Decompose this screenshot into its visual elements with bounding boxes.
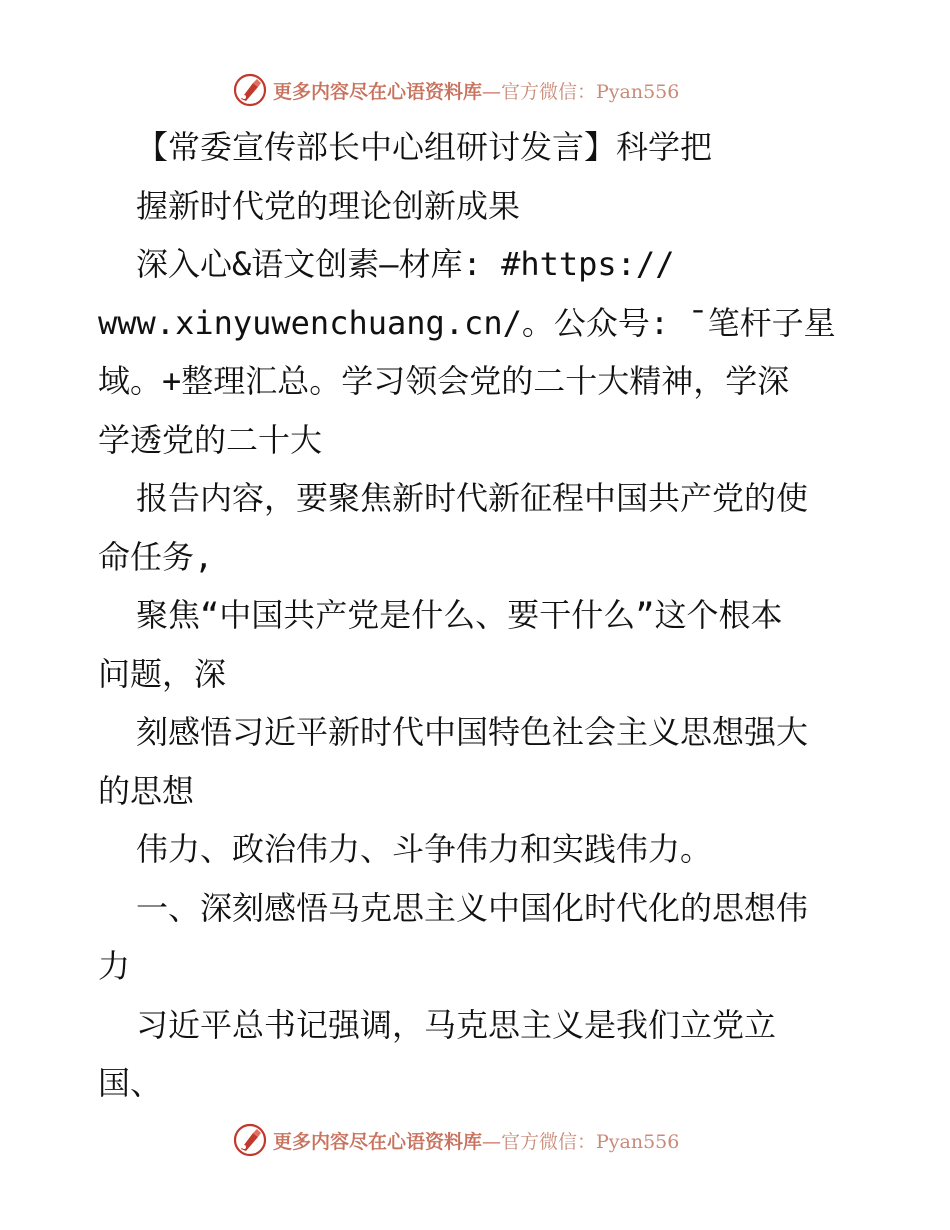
pen-nib-logo-icon xyxy=(233,1123,267,1157)
paragraph-line: 报告内容，要聚焦新时代新征程中国共产党的使 xyxy=(136,479,809,517)
footer-banner-text xyxy=(273,1127,679,1154)
paragraph-line: www.xinyuwenchuang.cn/。公众号: ¯笔杆子星 xyxy=(98,303,836,342)
paragraph-line: 学透党的二十大 xyxy=(98,420,323,459)
header-banner[interactable] xyxy=(233,72,679,108)
title-line-2: 握新时代党的理论创新成果 xyxy=(136,186,521,225)
header-separator: — xyxy=(482,80,502,103)
paragraph-line: 深入心&语文创素—材库: #https:// xyxy=(136,245,675,283)
header-brand: 更多内容尽在心语资料库 xyxy=(273,80,483,103)
footer-brand: 更多内容尽在心语资料库 xyxy=(273,1130,483,1153)
section-heading: 一、深刻感悟马克思主义中国化时代化的思想伟 xyxy=(136,888,809,927)
title-line-1: 【常委宣传部长中心组研讨发言】科学把 xyxy=(136,128,713,166)
document-body xyxy=(98,118,858,1113)
section-heading-continued: 力 xyxy=(98,947,131,985)
paragraph-line: 域。+整理汇总。学习领会党的二十大精神，学深 xyxy=(98,362,790,400)
header-wechat: 官方微信：Pyan556 xyxy=(501,80,680,103)
paragraph-line: 习近平总书记强调，马克思主义是我们立党立 xyxy=(136,1005,777,1044)
header-banner-text xyxy=(273,77,679,104)
paragraph-line: 刻感悟习近平新时代中国特色社会主义思想强大 xyxy=(136,713,809,751)
paragraph-line: 命任务, xyxy=(98,537,214,576)
paragraph-line: 国、 xyxy=(98,1064,163,1102)
footer-banner[interactable] xyxy=(233,1122,679,1158)
paragraph-line: 问题，深 xyxy=(98,654,227,693)
pen-nib-logo-icon xyxy=(233,73,267,107)
footer-wechat: 官方微信：Pyan556 xyxy=(501,1130,680,1153)
paragraph-line: 的思想 xyxy=(98,771,195,810)
footer-separator: — xyxy=(482,1130,502,1153)
paragraph-line: 伟力、政治伟力、斗争伟力和实践伟力。 xyxy=(136,830,713,868)
paragraph-line: 聚焦“中国共产党是什么、要干什么”这个根本 xyxy=(136,596,783,634)
